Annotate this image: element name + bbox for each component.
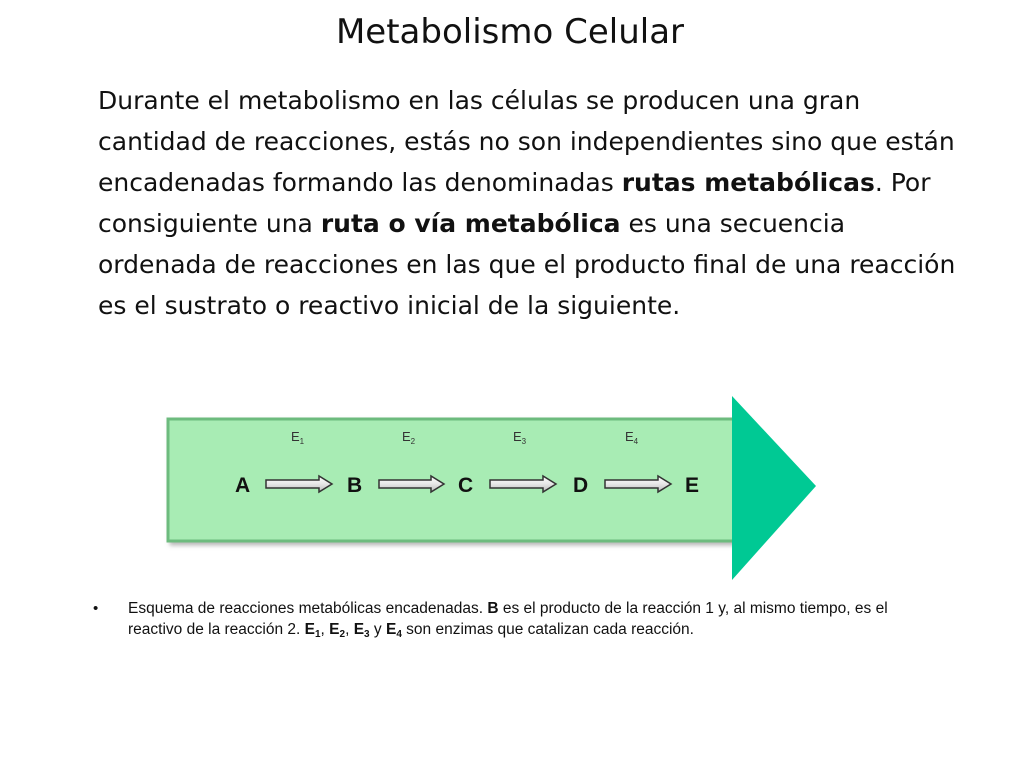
enzyme-label: $E_4$ (625, 429, 639, 446)
paragraph-text: Durante el metabolismo en las células se producen una gran cantidad de reacciones, estás no son independientes sino que están encadenadas formando las denominadas (98, 86, 955, 197)
intro-paragraph (98, 80, 968, 326)
caption-text: Esquema de reacciones metabólicas encadenadas. B es el producto de la reacción 1 y, al mismo tiempo, es el reactivo de la reacción 2. $E_1$, $E_2$, $E_3$ y $E_4$ son enzimas que catalizan cada reacción. (128, 600, 888, 640)
metabolite-label: E (685, 474, 700, 497)
enzyme-label: $E_1$ (291, 429, 305, 446)
bullet-point: • (93, 600, 99, 617)
enzyme-label: $E_3$ (513, 429, 527, 446)
paragraph-text: es una secuencia ordenada de reacciones en las que el producto final de una reacción es el sustrato o reactivo inicial de la siguiente. (98, 209, 956, 320)
metabolite-label: D (573, 474, 589, 497)
metabolic-pathway-diagram (150, 392, 830, 584)
metabolite-label: A (235, 474, 251, 497)
metabolite-label: C (458, 474, 474, 497)
pathway-arrow-head (732, 396, 816, 580)
paragraph-text: . Por consiguiente una (98, 168, 931, 238)
paragraph-bold-text: ruta o vía metabólica (320, 209, 621, 238)
metabolite-label: B (347, 474, 363, 497)
slide-title: Metabolismo Celular (335, 12, 685, 52)
figure-caption (93, 598, 913, 640)
enzyme-label: $E_2$ (402, 429, 416, 446)
paragraph-bold-text: rutas metabólicas (621, 168, 875, 197)
